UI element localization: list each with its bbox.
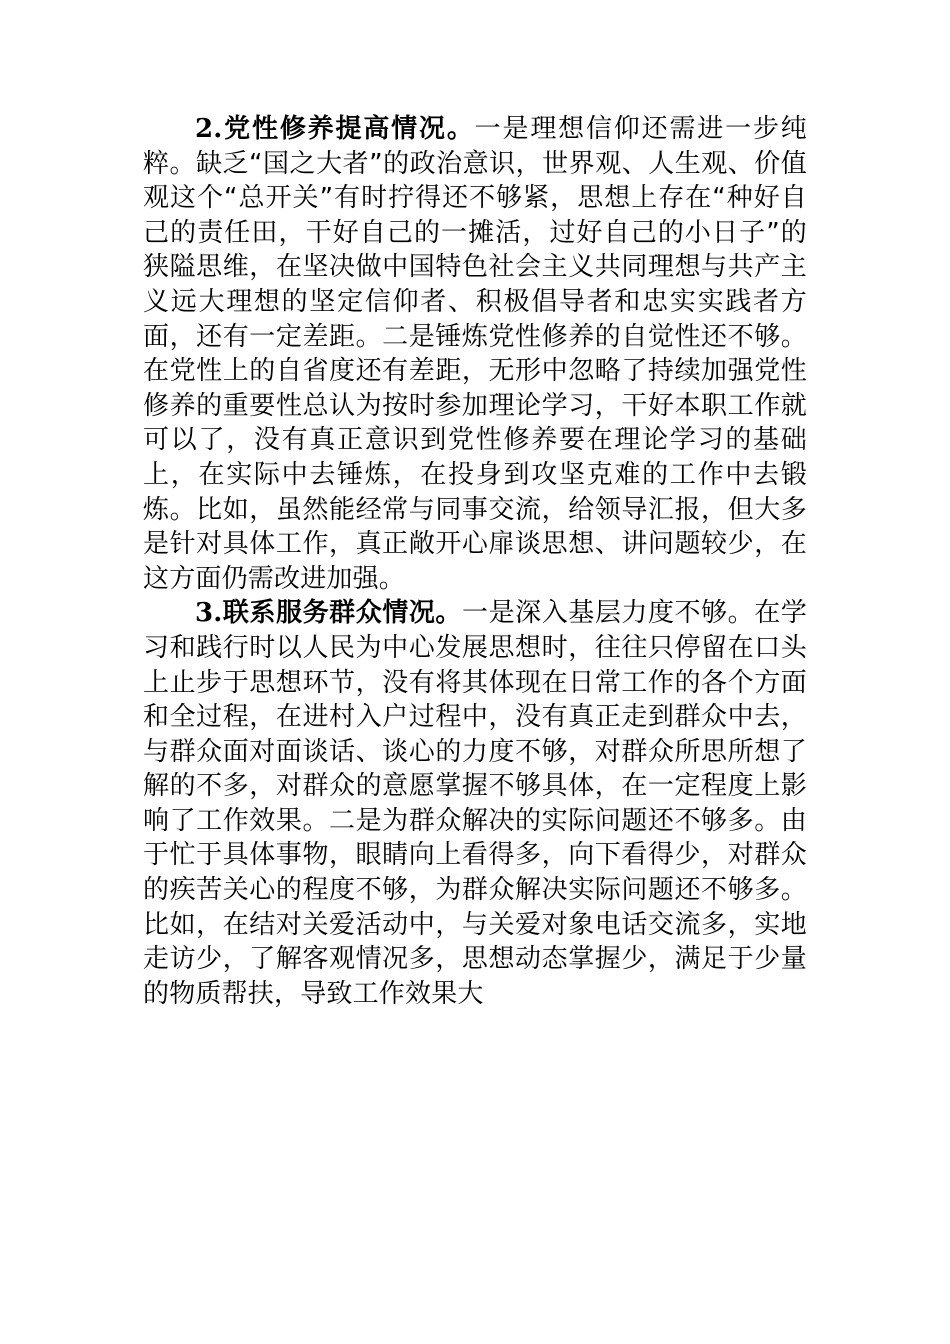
- section-2-paragraph: [143, 112, 807, 596]
- document-page: [143, 112, 807, 1011]
- section-3-body: 一是深入基层力度不够。在学习和践行时以人民为中心发展思想时，往往只停留在口头上止步于思想环节，没有将其体现在日常工作的各个方面和全过程，在进村入户过程中，没有真正走到群众中去，与群众面对面谈话、谈心的力度不够，对群众所思所想了解的不多，对群众的意愿掌握不够具体，在一定程度上影响了工作效果。二是为群众解决的实际问题还不够多。由于忙于具体事物，眼睛向上看得多，向下看得少，对群众的疾苦关心的程度不够，为群众解决实际问题还不够多。比如，在结对关爱活动中，与关爱对象电话交流多，实地走访少，了解客观情况多，思想动态掌握少，满足于少量的物质帮扶，导致工作效果大: [143, 598, 808, 1009]
- section-2-heading: 2.党性修养提高情况。: [195, 114, 475, 144]
- section-2-body: 一是理想信仰还需进一步纯粹。缺乏“国之大者”的政治意识，世界观、人生观、价值观这个“总开关”有时拧得还不够紧，思想上存在“种好自己的责任田，干好自己的一摊活，过好自己的小日子”的狭隘思维，在坚决做中国特色社会主义共同理想与共产主义远大理想的坚定信仰者、积极倡导者和忠实实践者方面，还有一定差距。二是锤炼党性修养的自觉性还不够。在党性上的自省度还有差距，无形中忽略了持续加强党性修养的重要性总认为按时参加理论学习，干好本职工作就可以了，没有真正意识到党性修养要在理论学习的基础上，在实际中去锤炼，在投身到攻坚克难的工作中去锻炼。比如，虽然能经常与同事交流，给领导汇报，但大多是针对具体工作，真正敞开心扉谈思想、讲问题较少，在这方面仍需改进加强。: [143, 114, 807, 594]
- section-3-paragraph: [143, 596, 807, 1011]
- section-3-heading: 3.联系服务群众情况。: [195, 598, 463, 629]
